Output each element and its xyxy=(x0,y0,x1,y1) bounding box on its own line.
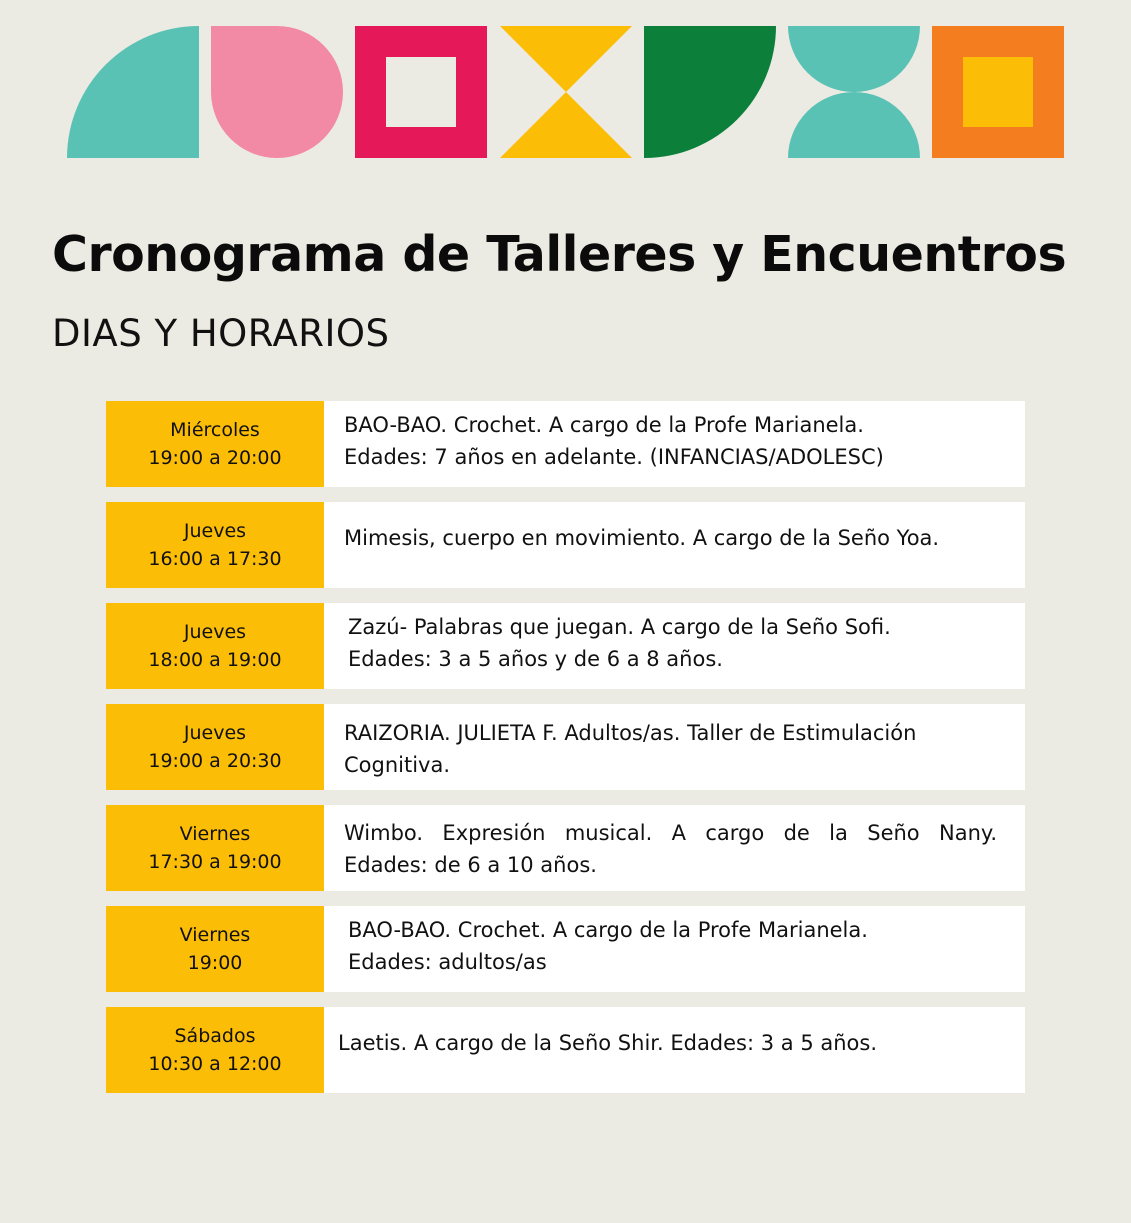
schedule-time-cell xyxy=(106,401,324,487)
schedule-time-cell xyxy=(106,805,324,891)
schedule-day: Viernes xyxy=(179,924,251,946)
schedule-description-line: RAIZORIA. JULIETA F. Adultos/as. Taller de Estimulación xyxy=(344,721,917,745)
schedule-day: Jueves xyxy=(183,520,247,542)
schedule-description-cell xyxy=(324,805,1025,891)
schedule-hours: 18:00 a 19:00 xyxy=(148,649,282,671)
schedule-hours: 19:00 xyxy=(187,952,243,974)
schedule-description-line: BAO-BAO. Crochet. A cargo de la Profe Marianela. xyxy=(344,413,864,437)
schedule-row xyxy=(106,805,1025,891)
schedule-description-line: Mimesis, cuerpo en movimiento. A cargo de la Seño Yoa. xyxy=(344,526,940,550)
schedule-time-cell xyxy=(106,704,324,790)
schedule-row xyxy=(106,603,1025,689)
schedule-time-cell xyxy=(106,906,324,992)
schedule-row xyxy=(106,1007,1025,1093)
schedule-description-cell xyxy=(324,502,1025,588)
decorative-shapes-banner xyxy=(0,0,1131,170)
schedule-description-cell xyxy=(324,401,1025,487)
schedule-description-line: BAO-BAO. Crochet. A cargo de la Profe Marianela. xyxy=(348,918,868,942)
schedule-description-cell xyxy=(324,603,1025,689)
schedule-description-line: Zazú- Palabras que juegan. A cargo de la Seño Sofi. xyxy=(348,615,891,639)
pink-rounded-shape xyxy=(211,26,343,158)
schedule-description-line: Edades: 3 a 5 años y de 6 a 8 años. xyxy=(348,647,723,671)
teal-double-semicircle-shape xyxy=(788,26,920,92)
schedule-description-line: Edades: adultos/as xyxy=(348,950,547,974)
schedule-description-cell xyxy=(324,906,1025,992)
schedule-description-line: Edades: 7 años en adelante. (INFANCIAS/ADOLESC) xyxy=(344,445,884,469)
schedule-day: Sábados xyxy=(174,1025,256,1047)
schedule-description-line: Wimbo. Expresión musical. A cargo de la Seño Nany. xyxy=(344,821,997,845)
schedule-description-cell xyxy=(324,1007,1025,1093)
schedule-day: Jueves xyxy=(183,621,247,643)
schedule-hours: 19:00 a 20:00 xyxy=(148,447,282,469)
page-subtitle: DIAS Y HORARIOS xyxy=(52,312,390,355)
page-title: Cronograma de Talleres y Encuentros xyxy=(52,226,1067,283)
yellow-hourglass-shape xyxy=(500,26,632,158)
schedule-hours: 17:30 a 19:00 xyxy=(148,851,282,873)
schedule-description-line: Cognitiva. xyxy=(344,753,451,777)
green-quarter-circle-shape xyxy=(644,26,776,158)
schedule-table xyxy=(106,401,1025,1108)
schedule-day: Miércoles xyxy=(170,419,260,441)
teal-quarter-circle-shape xyxy=(67,26,199,158)
schedule-row xyxy=(106,906,1025,992)
schedule-description-line: Edades: de 6 a 10 años. xyxy=(344,853,597,877)
schedule-description-cell xyxy=(324,704,1025,790)
schedule-row xyxy=(106,401,1025,487)
schedule-row xyxy=(106,502,1025,588)
schedule-hours: 10:30 a 12:00 xyxy=(148,1053,282,1075)
schedule-hours: 19:00 a 20:30 xyxy=(148,750,282,772)
schedule-day: Jueves xyxy=(183,722,247,744)
schedule-time-cell xyxy=(106,502,324,588)
schedule-hours: 16:00 a 17:30 xyxy=(148,548,282,570)
schedule-time-cell xyxy=(106,1007,324,1093)
schedule-description-line: Laetis. A cargo de la Seño Shir. Edades: 3 a 5 años. xyxy=(338,1031,878,1055)
schedule-time-cell xyxy=(106,603,324,689)
yellow-inner-square-shape xyxy=(963,57,1033,127)
schedule-day: Viernes xyxy=(179,823,251,845)
schedule-row xyxy=(106,704,1025,790)
